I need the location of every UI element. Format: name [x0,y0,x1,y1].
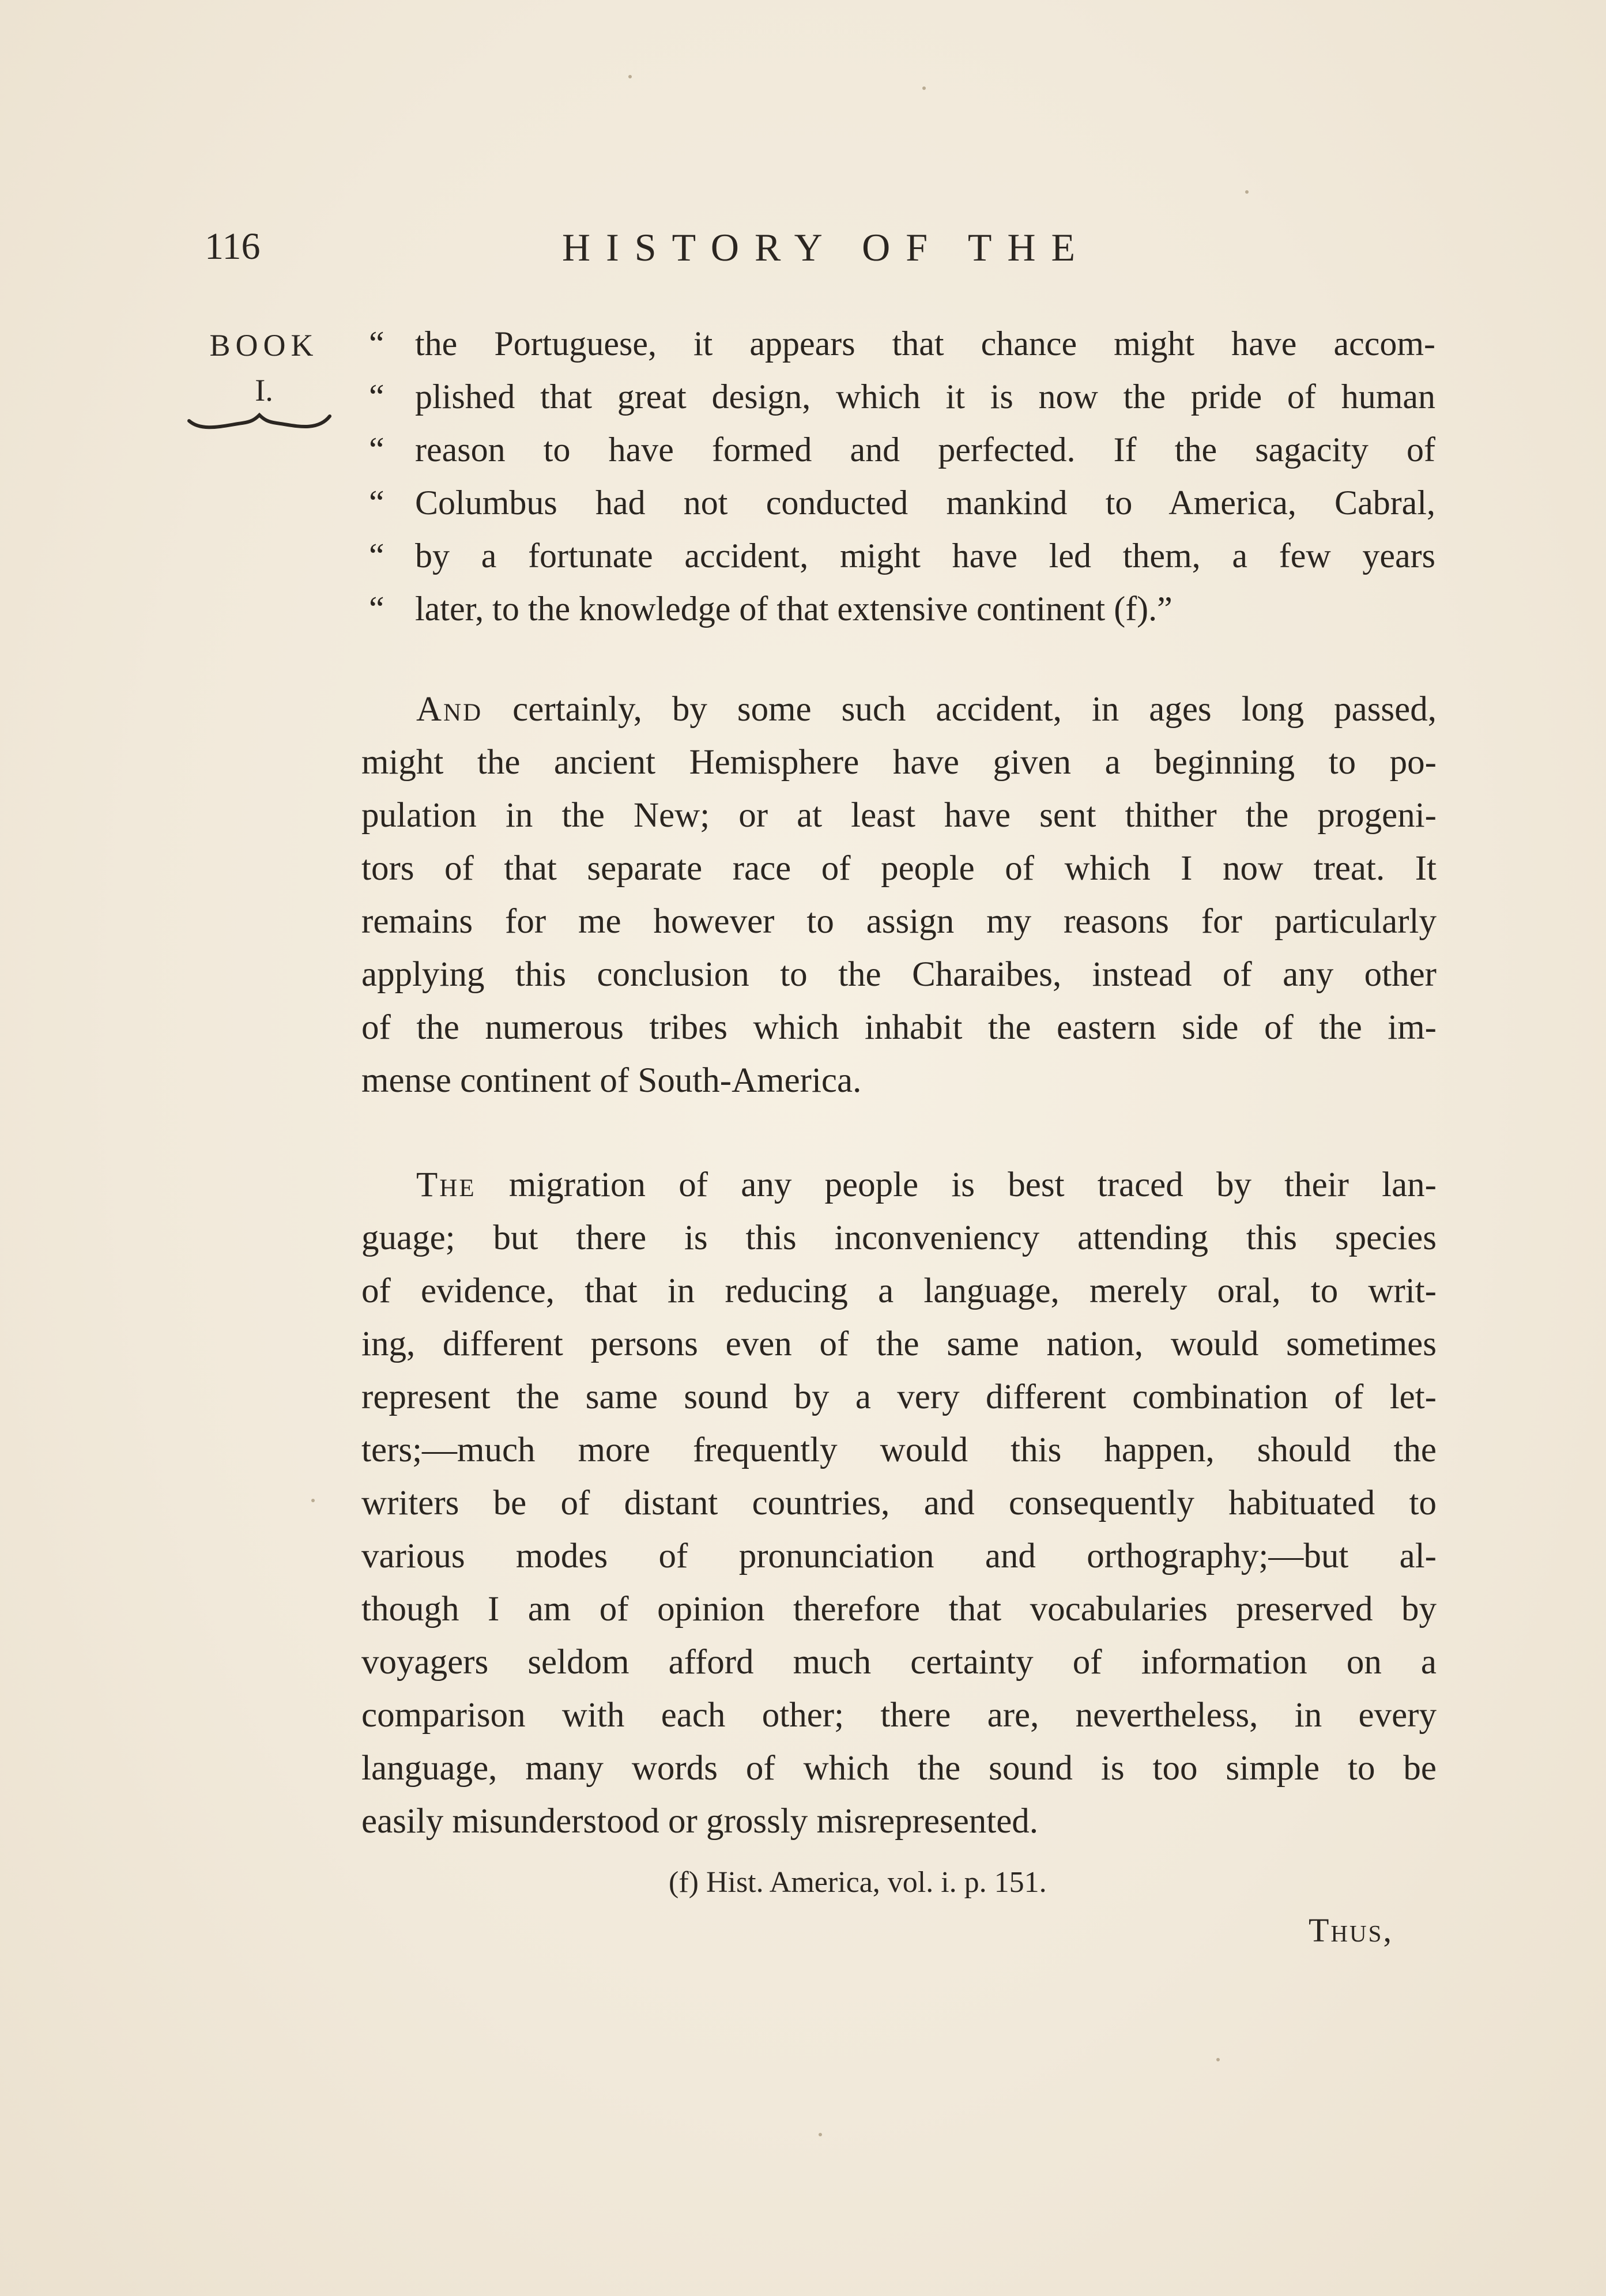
paragraph-line [361,1159,1437,1212]
paragraph-text: certainly, by some such accident, in ages long passed, [482,690,1437,729]
paper-speck [628,75,632,78]
paragraph-line: of the numerous tribes which inhabit the eastern side of the im- [361,1008,1437,1047]
paragraph-line: remains for me however to assign my reasons for particularly [361,902,1437,941]
paragraph-lead: The [416,1166,476,1204]
paper-speck [1245,190,1249,194]
quotation-block [369,317,1435,635]
quote-text: reason to have formed and perfected. If the sagacity of [415,431,1435,469]
quote-mark: “ [369,325,384,363]
paragraph-line: pulation in the New; or at least have sent thither the progeni- [361,796,1437,835]
paragraph-line: guage; but there is this inconveniency attending this species [361,1219,1437,1257]
quote-mark: “ [369,484,384,522]
paragraph-line: voyagers seldom afford much certainty of information on a [361,1643,1437,1682]
quote-text: later, to the knowledge of that extensive continent (f).” [415,590,1173,628]
paragraph-line: though I am of opinion therefore that vocabularies preserved by [361,1590,1437,1628]
paragraph-line: easily misunderstood or grossly misrepresented. [361,1802,1039,1841]
paragraph-1 [361,683,1437,1107]
paper-speck [922,86,926,90]
quote-mark: “ [369,590,384,628]
paragraph-line: mense continent of South-America. [361,1061,862,1100]
running-head: HISTORY OF THE [562,225,1091,269]
paragraph-line: language, many words of which the sound is too simple to be [361,1749,1437,1788]
paragraph-line: writers be of distant countries, and consequently habituated to [361,1484,1437,1522]
paragraph-line: represent the same sound by a very different combination of let- [361,1378,1437,1416]
margin-note-book: BOOK [209,328,319,363]
paragraph-line: might the ancient Hemisphere have given a beginning to po- [361,743,1437,782]
paragraph-line: applying this conclusion to the Charaibes, instead of any other [361,955,1437,994]
quote-line [369,476,1435,529]
paragraph-line: comparison with each other; there are, nevertheless, in every [361,1696,1437,1735]
paper-speck [311,1499,315,1502]
paragraph-line [361,683,1437,736]
paragraph-line: of evidence, that in reducing a language, merely oral, to writ- [361,1272,1437,1310]
margin-note-volume: I. [255,373,273,408]
quote-line [369,529,1435,582]
catchword: Thus, [1309,1912,1393,1949]
margin-brace-icon [184,404,334,438]
page-number: 116 [205,225,261,267]
quote-line [369,370,1435,423]
quote-text: plished that great design, which it is now the pride of human [415,378,1435,416]
paper-speck [819,2133,822,2136]
paragraph-2 [361,1159,1437,1848]
quote-text: Columbus had not conducted mankind to America, Cabral, [415,484,1435,522]
quote-text: the Portuguese, it appears that chance might have accom- [415,325,1435,363]
paragraph-text: migration of any people is best traced by their lan- [476,1166,1437,1204]
paragraph-lead: And [416,690,483,729]
paragraph-line: ing, different persons even of the same nation, would sometimes [361,1325,1437,1363]
quote-text: by a fortunate accident, might have led them, a few years [415,537,1435,575]
paragraph-line: various modes of pronunciation and orthography;—but al- [361,1537,1437,1575]
paper-speck [1216,2058,1220,2061]
paragraph-line: tors of that separate race of people of which I now treat. It [361,849,1437,888]
quote-line [369,582,1435,635]
quote-mark: “ [369,431,384,469]
quote-line [369,423,1435,476]
footnote: (f) Hist. America, vol. i. p. 151. [669,1866,1047,1899]
quote-mark: “ [369,537,384,575]
quote-mark: “ [369,378,384,416]
quote-line [369,317,1435,370]
paragraph-line: ters;—much more frequently would this happen, should the [361,1431,1437,1469]
